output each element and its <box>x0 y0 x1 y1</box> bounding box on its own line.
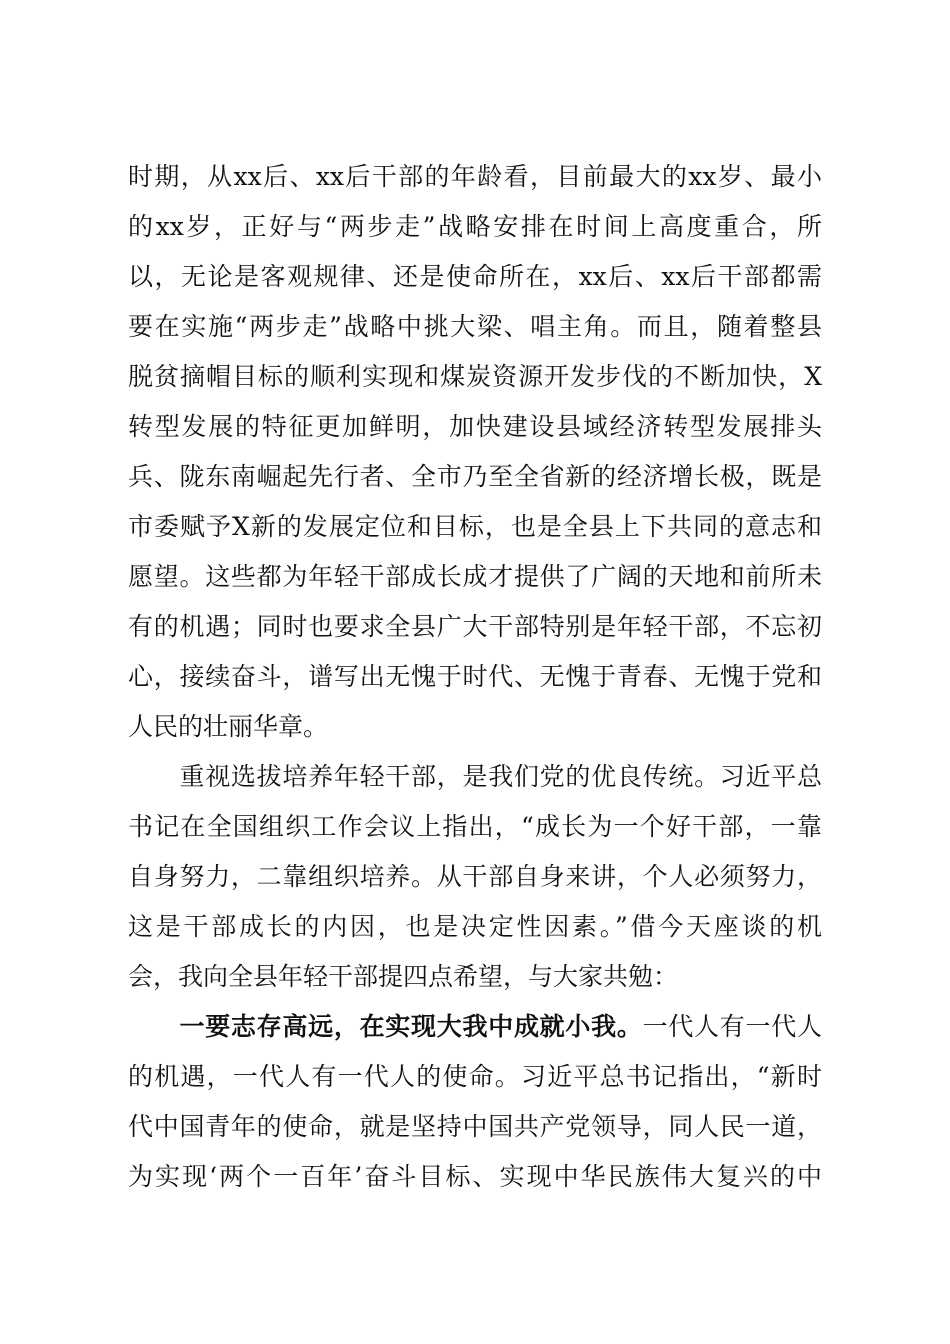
paragraph-1-line-8: 市委赋予X新的发展定位和目标，也是全县上下共同的意志和 <box>128 512 822 541</box>
paragraph-2-line-2: 书记在全国组织工作会议上指出，“成长为一个好干部，一靠 <box>128 812 822 841</box>
paragraph-3-heading: 一要志存高远，在实现大我中成就小我。 <box>128 1012 643 1041</box>
paragraph-1-line-5: 脱贫摘帽目标的顺利实现和煤炭资源开发步伐的不断加快，X <box>128 362 822 391</box>
paragraph-1-line-6: 转型发展的特征更加鲜明，加快建设县域经济转型发展排头 <box>128 412 822 441</box>
paragraph-1-line-2: 的xx岁，正好与“两步走”战略安排在时间上高度重合，所 <box>128 212 822 241</box>
paragraph-2-line-1: 重视选拔培养年轻干部，是我们党的优良传统。习近平总 <box>128 762 822 791</box>
paragraph-1-line-3: 以，无论是客观规律、还是使命所在，xx后、xx后干部都需 <box>128 262 822 291</box>
paragraph-1-line-4: 要在实施“两步走”战略中挑大梁、唱主角。而且，随着整县 <box>128 312 822 341</box>
paragraph-3-line-4: 为实现‘两个一百年’奋斗目标、实现中华民族伟大复兴的中 <box>128 1162 822 1191</box>
paragraph-3-line-2: 的机遇，一代人有一代人的使命。习近平总书记指出，“新时 <box>128 1062 822 1091</box>
paragraph-2-line-5: 会，我向全县年轻干部提四点希望，与大家共勉： <box>128 962 679 991</box>
paragraph-1-line-12: 人民的壮丽华章。 <box>128 712 329 741</box>
paragraph-2-line-4: 这是干部成长的内因，也是决定性因素。”借今天座谈的机 <box>128 912 822 941</box>
paragraph-1-line-10: 有的机遇；同时也要求全县广大干部特别是年轻干部，不忘初 <box>128 612 822 641</box>
paragraph-3-line-3: 代中国青年的使命，就是坚持中国共产党领导，同人民一道， <box>128 1112 822 1141</box>
paragraph-1-line-1: 时期，从xx后、xx后干部的年龄看，目前最大的xx岁、最小 <box>128 162 822 191</box>
paragraph-3-line-1-rest: 一代人有一代人 <box>642 1012 822 1041</box>
paragraph-2-line-3: 自身努力，二靠组织培养。从干部自身来讲，个人必须努力， <box>128 862 822 891</box>
paragraph-1-line-11: 心，接续奋斗，谱写出无愧于时代、无愧于青春、无愧于党和 <box>128 662 822 691</box>
paragraph-1-line-9: 愿望。这些都为年轻干部成长成才提供了广阔的天地和前所未 <box>128 562 822 591</box>
paragraph-3-line-1 <box>128 1007 822 1047</box>
paragraph-1-line-7: 兵、陇东南崛起先行者、全市乃至全省新的经济增长极，既是 <box>128 462 822 491</box>
